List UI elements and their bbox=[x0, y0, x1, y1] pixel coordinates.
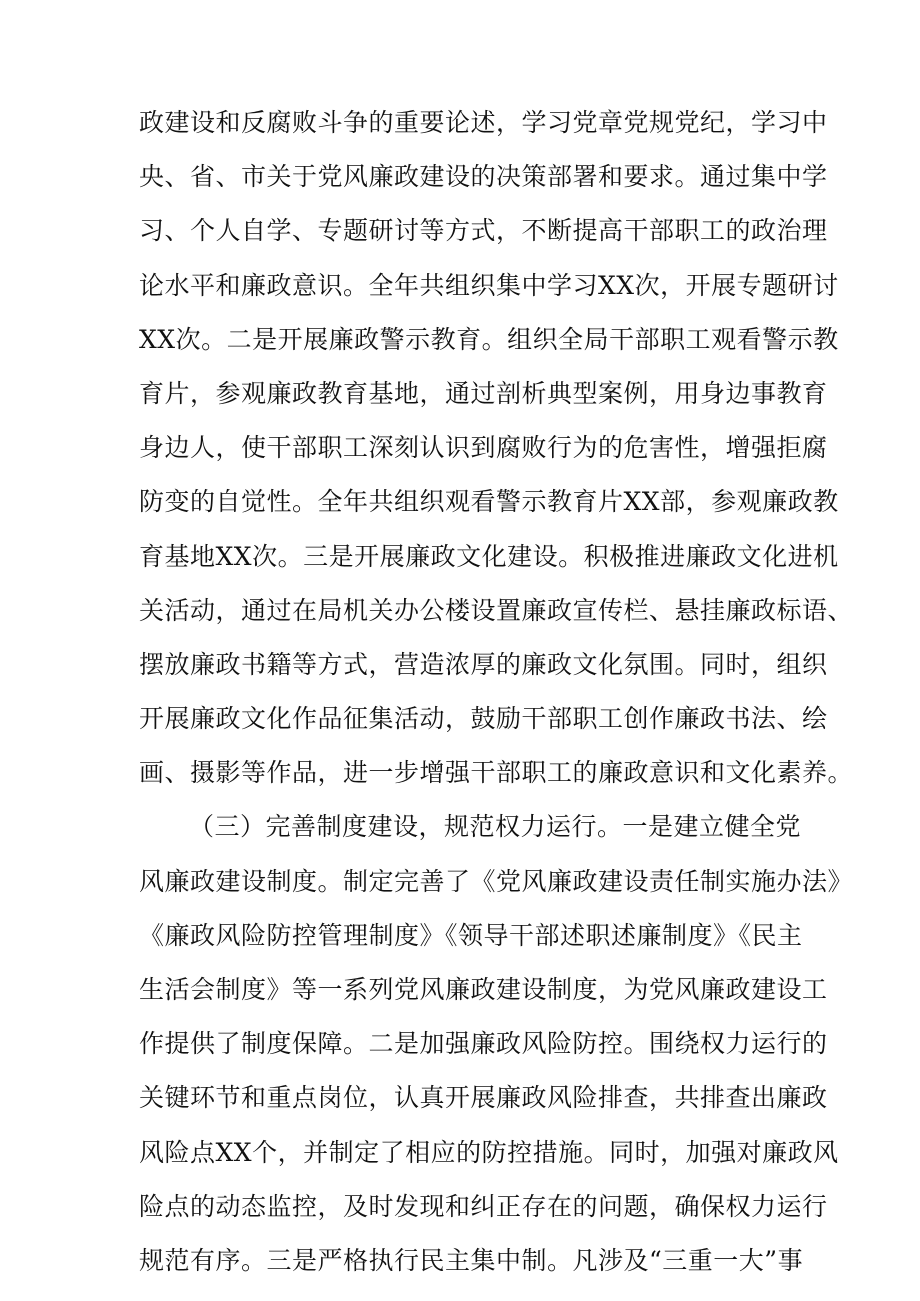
section-heading-line: （三）完善制度建设，规范权力运行。一是建立健全党 bbox=[189, 812, 802, 842]
text-line: 育片，参观廉政教育基地，通过剖析典型案例，用身边事教育 bbox=[139, 378, 828, 408]
text-line: 规范有序。三是严格执行民主集中制。凡涉及“三重一大”事 bbox=[139, 1245, 804, 1275]
text-line: 政建设和反腐败斗争的重要论述，学习党章党规党纪，学习中 bbox=[139, 108, 828, 137]
text-line: 习、个人自学、专题研讨等方式，不断提高干部职工的政治理 bbox=[139, 216, 828, 246]
text-line: XX次。二是开展廉政警示教育。组织全局干部职工观看警示教 bbox=[139, 324, 839, 354]
text-line: 摆放廉政书籍等方式，营造浓厚的廉政文化氛围。同时，组织 bbox=[139, 649, 828, 679]
text-line: 画、摄影等作品，进一步增强干部职工的廉政意识和文化素养。 bbox=[139, 758, 854, 788]
text-line: 身边人，使干部职工深刻认识到腐败行为的危害性，增强拒腐 bbox=[139, 433, 828, 463]
text-line: 风廉政建设制度。制定完善了《党风廉政建设责任制实施办法》 bbox=[139, 866, 854, 896]
text-line: 《廉政风险防控管理制度》《领导干部述职述廉制度》《民主 bbox=[139, 920, 803, 950]
text-line: 开展廉政文化作品征集活动，鼓励干部职工创作廉政书法、绘 bbox=[139, 704, 828, 734]
text-line: 生活会制度》等一系列党风廉政建设制度，为党风廉政建设工 bbox=[139, 975, 828, 1004]
text-line: 作提供了制度保障。二是加强廉政风险防控。围绕权力运行的 bbox=[139, 1029, 828, 1059]
text-line: 央、省、市关于党风廉政建设的决策部署和要求。通过集中学 bbox=[139, 162, 828, 192]
text-line: 防变的自觉性。全年共组织观看警示教育片XX部，参观廉政教 bbox=[139, 487, 839, 517]
text-line: 险点的动态监控，及时发现和纠正存在的问题，确保权力运行 bbox=[139, 1191, 828, 1221]
body-text bbox=[139, 96, 854, 1288]
text-line: 关键环节和重点岗位，认真开展廉政风险排查，共排查出廉政 bbox=[139, 1083, 828, 1113]
text-line: 关活动，通过在局机关办公楼设置廉政宣传栏、悬挂廉政标语、 bbox=[139, 595, 854, 625]
text-line: 育基地XX次。三是开展廉政文化建设。积极推进廉政文化进机 bbox=[139, 541, 839, 571]
text-line: 论水平和廉政意识。全年共组织集中学习XX次，开展专题研讨 bbox=[139, 270, 839, 300]
text-line: 风险点XX个，并制定了相应的防控措施。同时，加强对廉政风 bbox=[139, 1137, 839, 1167]
